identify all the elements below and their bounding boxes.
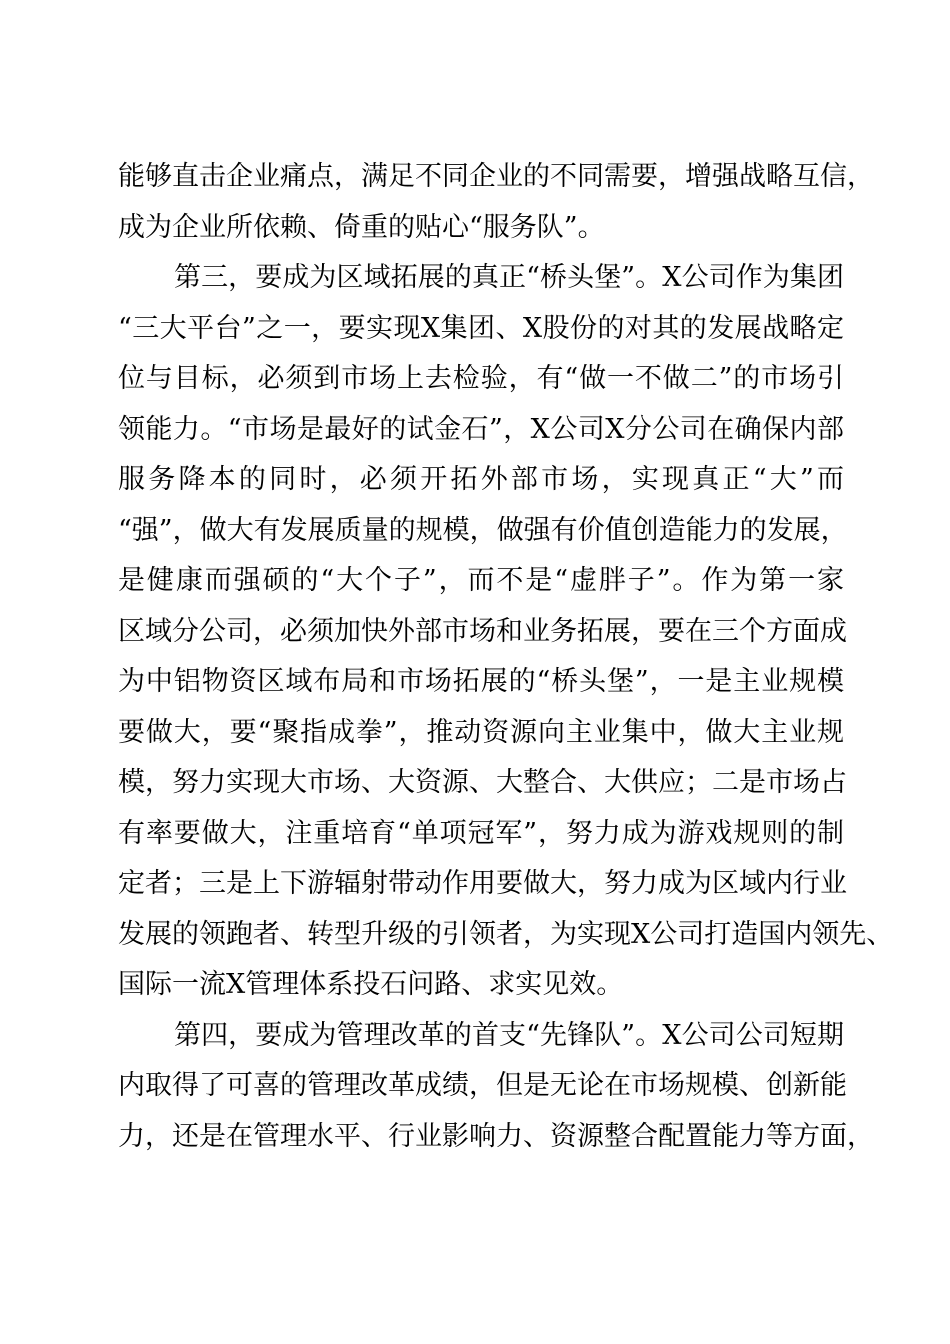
text-line: 有率要做大，注重培育“单项冠军”，努力成为游戏规则的制 [118, 817, 844, 849]
text-line: 位与目标，必须到市场上去检验，有“做一不做二”的市场引 [118, 363, 844, 394]
text-line: 国际一流X管理体系投石问路、求实见效。 [118, 969, 624, 1000]
text-line: 要做大，要“聚指成拳”，推动资源向主业集中，做大主业规 [118, 716, 844, 748]
text-line: 区域分公司，必须加快外部市场和业务拓展，要在三个方面成 [118, 615, 847, 647]
text-line: “三大平台”之一，要实现X集团、X股份的对其的发展战略定 [118, 312, 844, 344]
document-body [118, 152, 894, 1162]
text-line: 模，努力实现大市场、大资源、大整合、大供应；二是市场占 [118, 767, 847, 798]
text-line: 成为企业所依赖、倚重的贴心“服务队”。 [118, 211, 605, 243]
text-line: 领能力。“市场是最好的试金石”，X公司X分公司在确保内部 [118, 413, 844, 445]
text-line: 力，还是在管理水平、行业影响力、资源整合配置能力等方面， [118, 1120, 874, 1152]
text-line: 内取得了可喜的管理改革成绩，但是无论在市场规模、创新能 [118, 1070, 847, 1101]
text-line: 服务降本的同时，必须开拓外部市场，实现真正“大”而 [118, 464, 844, 495]
text-line: “强”，做大有发展质量的规模，做强有价值创造能力的发展， [118, 514, 848, 546]
text-line: 为中铝物资区域布局和市场拓展的“桥头堡”，一是主业规模 [118, 666, 844, 697]
paragraph-start-line: 第三，要成为区域拓展的真正“桥头堡”。X公司作为集团 [174, 262, 844, 293]
text-line: 是健康而强硕的“大个子”，而不是“虚胖子”。作为第一家 [118, 565, 844, 596]
text-line: 能够直击企业痛点，满足不同企业的不同需要，增强战略互信， [118, 161, 874, 192]
text-line: 定者；三是上下游辐射带动作用要做大，努力成为区域内行业 [118, 868, 847, 899]
text-line: 发展的领跑者、转型升级的引领者，为实现X公司打造国内领先、 [118, 918, 894, 950]
paragraph-start-line: 第四，要成为管理改革的首支“先锋队”。X公司公司短期 [174, 1019, 844, 1051]
